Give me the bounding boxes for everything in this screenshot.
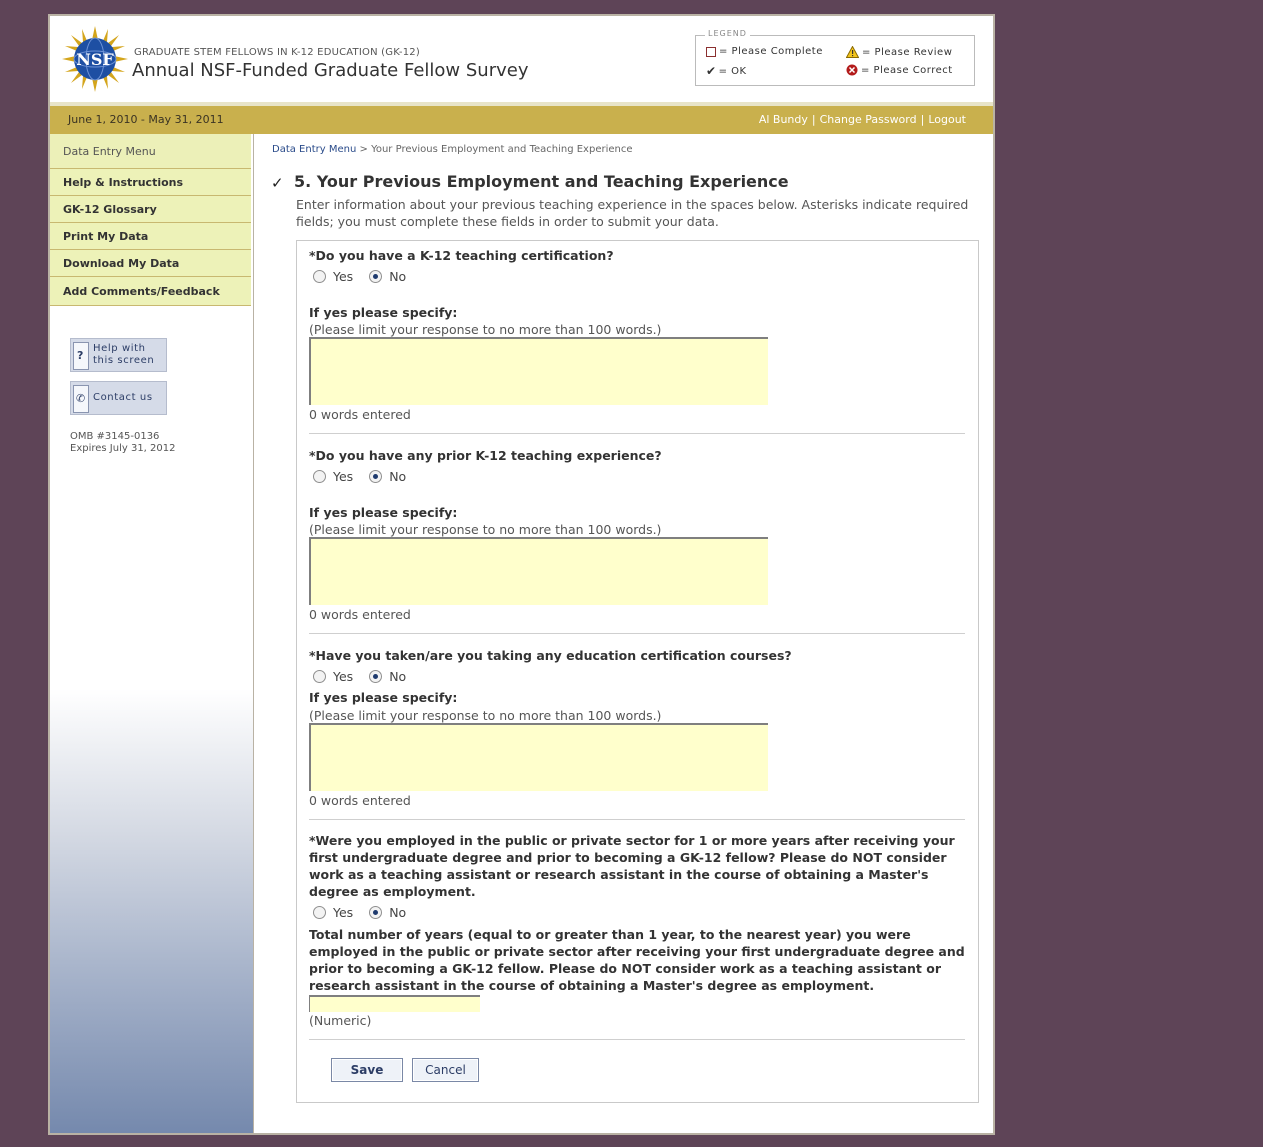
omb-notice: OMB #3145-0136 Expires July 31, 2012 [70, 431, 176, 454]
legend-please-review: = Please Review [846, 46, 952, 58]
specify-label-q2: If yes please specify: [309, 505, 458, 520]
phone-icon: ✆ [73, 385, 89, 413]
logout-link[interactable]: Logout [928, 113, 966, 126]
word-count-q2: 0 words entered [309, 607, 411, 622]
cancel-button[interactable]: Cancel [412, 1058, 479, 1082]
divider [309, 633, 965, 634]
reporting-period: June 1, 2010 - May 31, 2011 [68, 113, 224, 126]
sidebar [50, 134, 254, 1133]
radio-q2-no[interactable] [369, 470, 382, 483]
question-certification-courses: *Have you taken/are you taking any education certification courses? [309, 648, 792, 663]
question-years-employed: Total number of years (equal to or greater than 1 year, to the nearest year) you were employed in the public or private sector after receiving your first undergraduate degree and prior to becoming a GK-12 fellow. Please do NOT consider work as a teaching assistant or research assistant in the course of obtaining a Master's degree as employment. [309, 927, 965, 993]
word-limit-note-q2: (Please limit your response to no more than 100 words.) [309, 522, 662, 537]
sidebar-item-print-data[interactable]: Print My Data [50, 223, 251, 250]
question-prior-teaching-experience: *Do you have any prior K-12 teaching experience? [309, 448, 662, 463]
user-links: Al Bundy | Change Password | Logout [758, 113, 966, 126]
radio-q4-yes[interactable] [313, 906, 326, 919]
word-count-q3: 0 words entered [309, 793, 411, 808]
status-legend [695, 29, 975, 86]
nsf-logo [62, 26, 128, 92]
specify-label-q3: If yes please specify: [309, 690, 458, 705]
survey-form [296, 240, 979, 1103]
word-limit-note-q3: (Please limit your response to no more than 100 words.) [309, 708, 662, 723]
sidebar-item-help-instructions[interactable]: Help & Instructions [50, 169, 251, 196]
menu-title: Data Entry Menu [50, 134, 251, 169]
sidebar-item-download-data[interactable]: Download My Data [50, 250, 251, 277]
date-bar [50, 106, 993, 134]
radio-q3-no[interactable] [369, 670, 382, 683]
question-prior-employment: *Were you employed in the public or private sector for 1 or more years after receiving your first undergraduate degree and prior to becoming a GK-12 fellow? Please do NOT consider work as a teaching assistant or research assistant in the course of obtaining a Master's degree as employment. [309, 833, 955, 899]
legend-please-correct: = Please Correct [846, 64, 953, 76]
divider [309, 819, 965, 820]
change-password-link[interactable]: Change Password [819, 113, 917, 126]
site-header [50, 16, 993, 102]
contact-us-button[interactable]: ✆ Contact us [70, 381, 167, 415]
radio-group-q3: Yes No [313, 669, 422, 684]
legend-please-complete: = Please Complete [706, 46, 823, 57]
sidebar-item-glossary[interactable]: GK-12 Glossary [50, 196, 251, 223]
logo-text: NSF [76, 50, 114, 69]
teaching-experience-textarea[interactable] [309, 537, 768, 605]
warning-icon [846, 46, 859, 58]
certification-courses-textarea[interactable] [309, 723, 768, 791]
question-teaching-certification: *Do you have a K-12 teaching certification? [309, 248, 614, 263]
radio-q1-no[interactable] [369, 270, 382, 283]
legend-ok: ✔ = OK [706, 64, 747, 78]
certification-details-textarea[interactable] [309, 337, 768, 405]
section-complete-check-icon: ✓ [271, 174, 284, 192]
radio-q4-no[interactable] [369, 906, 382, 919]
radio-group-q4: Yes No [313, 905, 422, 920]
radio-group-q2: Yes No [313, 469, 422, 484]
page-title: Annual NSF-Funded Graduate Fellow Survey [132, 60, 529, 81]
user-name-link[interactable]: Al Bundy [758, 113, 808, 126]
program-subtitle: GRADUATE STEM FELLOWS IN K-12 EDUCATION (GK-12) [134, 47, 420, 58]
help-with-screen-button[interactable]: ? Help with this screen [70, 338, 167, 372]
years-employed-input[interactable] [309, 995, 480, 1012]
save-button[interactable]: Save [331, 1058, 403, 1082]
divider [309, 433, 965, 434]
word-limit-note-q1: (Please limit your response to no more than 100 words.) [309, 322, 662, 337]
sidebar-item-comments-feedback[interactable]: Add Comments/Feedback [50, 277, 251, 306]
main-content [254, 134, 993, 1133]
section-intro: Enter information about your previous teaching experience in the spaces below. Asterisks indicate required fields; you must complete these fields in order to submit your data. [296, 197, 969, 229]
radio-q2-yes[interactable] [313, 470, 326, 483]
radio-group-q1: Yes No [313, 269, 422, 284]
word-count-q1: 0 words entered [309, 407, 411, 422]
error-icon [846, 64, 858, 76]
specify-label-q1: If yes please specify: [309, 305, 458, 320]
help-icon: ? [73, 342, 89, 370]
numeric-hint: (Numeric) [309, 1013, 372, 1028]
survey-page [48, 14, 995, 1135]
breadcrumb-root-link[interactable]: Data Entry Menu [272, 144, 357, 155]
radio-q1-yes[interactable] [313, 270, 326, 283]
breadcrumb: Data Entry Menu > Your Previous Employment and Teaching Experience [272, 144, 633, 155]
legend-title: LEGEND [705, 29, 750, 38]
empty-box-icon [706, 47, 716, 57]
checkmark-icon: ✔ [706, 64, 717, 78]
section-title: 5. Your Previous Employment and Teaching Experience [294, 172, 789, 191]
divider [309, 1039, 965, 1040]
breadcrumb-current: Your Previous Employment and Teaching Experience [371, 144, 633, 155]
radio-q3-yes[interactable] [313, 670, 326, 683]
